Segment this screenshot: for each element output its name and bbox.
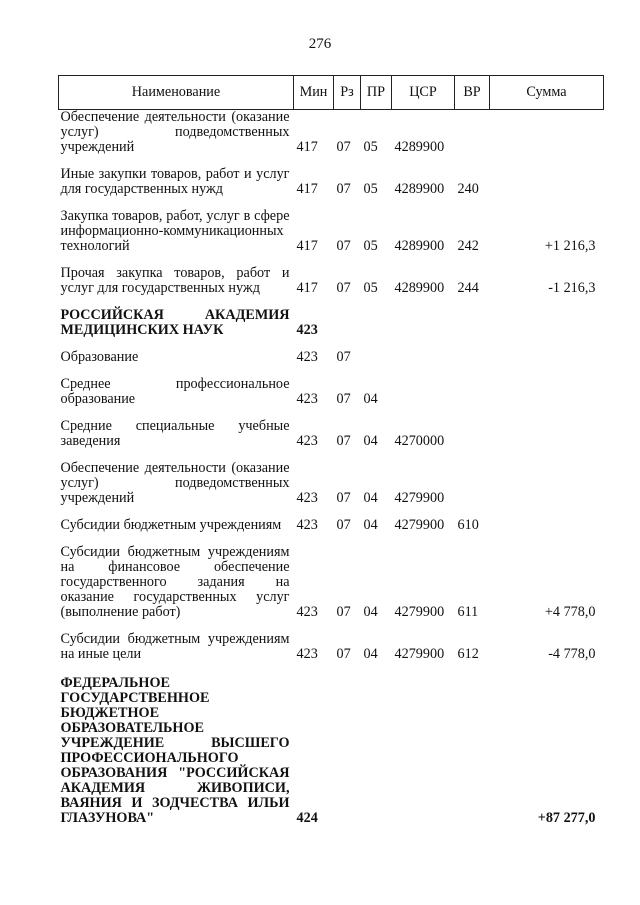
cell-sum xyxy=(490,155,604,197)
cell-sum: +4 778,0 xyxy=(544,604,596,620)
cell-rz: 07 xyxy=(336,646,351,662)
cell-name: Обеспечение деятельности (оказание услуг) подведомственных учреждений xyxy=(60,109,290,155)
cell-csr: 4279900 xyxy=(394,604,445,620)
cell-min: 423 xyxy=(296,322,318,338)
cell-min: 423 xyxy=(296,490,318,506)
table-row xyxy=(59,110,604,156)
cell-name: Иные закупки товаров, работ и услуг для государственных нужд xyxy=(60,166,290,197)
cell-csr xyxy=(392,296,455,338)
cell-pr: 04 xyxy=(363,517,378,533)
column-header-min: Мин xyxy=(294,76,334,110)
budget-table xyxy=(58,75,604,826)
cell-pr: 04 xyxy=(363,490,378,506)
cell-name: Образование xyxy=(60,349,139,365)
table-row xyxy=(59,254,604,296)
cell-rz: 07 xyxy=(336,517,351,533)
table-row xyxy=(59,506,604,533)
cell-name: Средние специальные учебные заведения xyxy=(60,418,290,449)
cell-vr: 612 xyxy=(457,646,479,662)
cell-csr: 4289900 xyxy=(394,139,445,155)
cell-rz: 07 xyxy=(336,604,351,620)
cell-rz xyxy=(334,662,361,826)
table-row xyxy=(59,620,604,662)
cell-pr xyxy=(361,296,392,338)
cell-min: 417 xyxy=(296,280,318,296)
cell-csr: 4270000 xyxy=(394,433,445,449)
cell-rz: 07 xyxy=(336,238,351,254)
table-row xyxy=(59,533,604,620)
column-header-csr: ЦСР xyxy=(392,76,455,110)
cell-vr xyxy=(455,338,490,365)
cell-csr xyxy=(392,662,455,826)
cell-vr: 244 xyxy=(457,280,479,296)
cell-rz: 07 xyxy=(336,391,351,407)
cell-rz: 07 xyxy=(336,490,351,506)
cell-pr: 04 xyxy=(363,604,378,620)
cell-name: Прочая закупка товаров, работ и услуг для государственных нужд xyxy=(60,265,290,296)
cell-rz: 07 xyxy=(336,280,351,296)
cell-rz: 07 xyxy=(336,349,351,365)
cell-csr: 4289900 xyxy=(394,280,445,296)
cell-name: Субсидии бюджетным учреждениям на иные цели xyxy=(60,631,290,662)
cell-min: 423 xyxy=(296,391,318,407)
cell-name: Закупка товаров, работ, услуг в сфере информационно-коммуникационных технологий xyxy=(60,208,290,254)
table-row xyxy=(59,662,604,826)
table-row xyxy=(59,155,604,197)
cell-min: 417 xyxy=(296,181,318,197)
cell-sum: -4 778,0 xyxy=(548,646,596,662)
cell-vr xyxy=(455,407,490,449)
column-header-rz: Рз xyxy=(334,76,361,110)
cell-vr: 240 xyxy=(457,181,479,197)
cell-vr: 611 xyxy=(457,604,479,620)
cell-min: 423 xyxy=(296,349,318,365)
cell-sum xyxy=(490,110,604,156)
cell-csr: 4289900 xyxy=(394,181,445,197)
column-header-name: Наименование xyxy=(59,76,294,110)
cell-rz: 07 xyxy=(336,433,351,449)
cell-pr xyxy=(361,662,392,826)
cell-pr: 04 xyxy=(363,391,378,407)
table-body xyxy=(59,110,604,827)
cell-name: Субсидии бюджетным учреждениям xyxy=(60,517,282,533)
cell-name: ФЕДЕРАЛЬНОЕ ГОСУДАРСТВЕННОЕ БЮДЖЕТНОЕ ОБРАЗОВАТЕЛЬНОЕ УЧРЕЖДЕНИЕ ВЫСШЕГО ПРОФЕССИОНАЛЬНОГО ОБРАЗОВАНИЯ "РОССИЙСКАЯ АКАДЕМИЯ ЖИВОПИСИ, ВАЯНИЯ И ЗОДЧЕСТВА ИЛЬИ ГЛАЗУНОВА" xyxy=(60,675,290,826)
cell-pr: 05 xyxy=(363,181,378,197)
page-number: 276 xyxy=(308,36,332,52)
cell-min: 424 xyxy=(296,810,318,826)
column-header-vr: ВР xyxy=(455,76,490,110)
cell-csr xyxy=(392,338,455,365)
cell-sum: -1 216,3 xyxy=(548,280,596,296)
cell-sum xyxy=(490,506,604,533)
cell-vr xyxy=(455,662,490,826)
cell-pr: 05 xyxy=(363,280,378,296)
cell-pr: 05 xyxy=(363,238,378,254)
cell-rz xyxy=(334,296,361,338)
cell-pr: 04 xyxy=(363,646,378,662)
cell-sum xyxy=(490,449,604,506)
table-row xyxy=(59,338,604,365)
cell-vr xyxy=(455,110,490,156)
column-header-sum: Сумма xyxy=(490,76,604,110)
cell-min: 423 xyxy=(296,433,318,449)
cell-vr xyxy=(455,296,490,338)
cell-min: 417 xyxy=(296,139,318,155)
cell-sum xyxy=(490,407,604,449)
cell-min: 423 xyxy=(296,604,318,620)
cell-vr xyxy=(455,365,490,407)
cell-name: Субсидии бюджетным учреждениям на финансовое обеспечение государственного задания на оказание государственных услуг (выполнение работ) xyxy=(60,544,290,620)
cell-rz: 07 xyxy=(336,181,351,197)
cell-sum xyxy=(490,365,604,407)
cell-name: РОССИЙСКАЯ АКАДЕМИЯ МЕДИЦИНСКИХ НАУК xyxy=(60,307,290,338)
cell-name: Среднее профессиональное образование xyxy=(60,376,290,407)
cell-sum: +1 216,3 xyxy=(544,238,596,254)
table-row xyxy=(59,365,604,407)
cell-sum xyxy=(490,338,604,365)
cell-sum: +87 277,0 xyxy=(537,810,596,826)
cell-vr: 242 xyxy=(457,238,479,254)
cell-csr: 4289900 xyxy=(394,238,445,254)
column-header-pr: ПР xyxy=(361,76,392,110)
table-row xyxy=(59,407,604,449)
cell-csr: 4279900 xyxy=(394,517,445,533)
cell-name: Обеспечение деятельности (оказание услуг) подведомственных учреждений xyxy=(60,460,290,506)
table-row xyxy=(59,449,604,506)
table-row xyxy=(59,296,604,338)
table-row xyxy=(59,197,604,254)
cell-min: 423 xyxy=(296,517,318,533)
cell-min: 417 xyxy=(296,238,318,254)
cell-csr: 4279900 xyxy=(394,646,445,662)
cell-vr xyxy=(455,449,490,506)
cell-pr: 04 xyxy=(363,433,378,449)
cell-min: 423 xyxy=(296,646,318,662)
cell-csr: 4279900 xyxy=(394,490,445,506)
table-header xyxy=(59,76,604,110)
cell-pr xyxy=(361,338,392,365)
cell-sum xyxy=(490,296,604,338)
cell-vr: 610 xyxy=(457,517,479,533)
cell-pr: 05 xyxy=(363,139,378,155)
cell-csr xyxy=(392,365,455,407)
cell-rz: 07 xyxy=(336,139,351,155)
